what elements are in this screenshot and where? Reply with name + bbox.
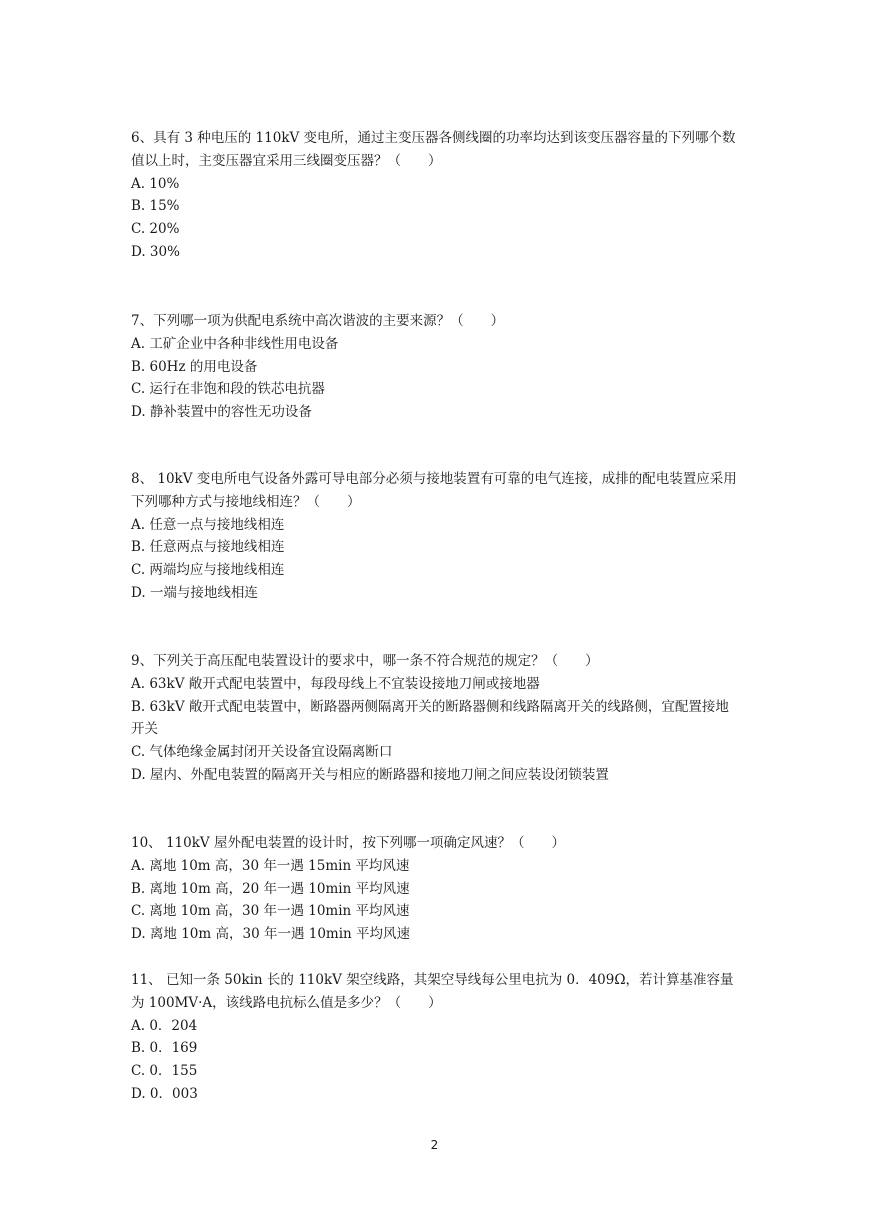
option-b: B. 63kV 敞开式配电装置中，断路器两侧隔离开关的断路器侧和线路隔离开关的线路侧，宜配置接地开关 <box>131 698 729 738</box>
option-a: A. 0．204 <box>131 1017 198 1034</box>
option-d: D. 离地 10m 高，30 年一遇 10min 平均风速 <box>131 926 411 943</box>
option-b: B. 15% <box>131 198 180 215</box>
option-d: D. 30% <box>131 243 180 260</box>
question-stem: 6、具有 3 种电压的 110kV 变电所，通过主变压器各侧线圈的功率均达到该变压器容量的下列哪个数值以上时，主变压器宜采用三线圈变压器？（ ） <box>131 130 736 169</box>
question-stem: 8、 10kV 变电所电气设备外露可导电部分必须与接地装置有可靠的电气连接，成排的配电装置应采用下列哪种方式与接地线相连？（ ） <box>131 471 737 510</box>
question-stem: 11、 已知一条 50kin 长的 110kV 架空线路，其架空导线每公里电抗为 0．409Ω，若计算基准容量为 100MV·A，该线路电抗标么值是多少？（ ） <box>131 972 734 1011</box>
option-c: C. 运行在非饱和段的铁芯电抗器 <box>131 381 325 398</box>
option-a: A. 10% <box>131 175 180 192</box>
question-7 <box>131 310 741 424</box>
option-b: B. 离地 10m 高，20 年一遇 10min 平均风速 <box>131 880 410 897</box>
option-b: B. 60Hz 的用电设备 <box>131 358 258 375</box>
question-10 <box>131 832 741 946</box>
question-11 <box>131 969 741 1106</box>
option-d: D. 0．003 <box>131 1085 198 1102</box>
question-6 <box>131 127 741 264</box>
option-c: C. 离地 10m 高，30 年一遇 10min 平均风速 <box>131 903 410 920</box>
question-8 <box>131 468 741 605</box>
option-b: B. 任意两点与接地线相连 <box>131 539 285 556</box>
option-d: D. 静补装置中的容性无功设备 <box>131 404 312 421</box>
option-b: B. 0．169 <box>131 1040 198 1057</box>
question-stem: 10、 110kV 屋外配电装置的设计时，按下列哪一项确定风速？（ ） <box>131 835 565 851</box>
question-9 <box>131 650 741 787</box>
question-stem: 9、下列关于高压配电装置设计的要求中，哪一条不符合规范的规定？（ ） <box>131 653 599 669</box>
page-number: 2 <box>430 1138 439 1152</box>
option-c: C. 气体绝缘金属封闭开关设备宜设隔离断口 <box>131 744 393 761</box>
question-stem: 7、下列哪一项为供配电系统中高次谐波的主要来源？（ ） <box>131 313 505 329</box>
option-a: A. 63kV 敞开式配电装置中，每段母线上不宜装设接地刀闸或接地器 <box>131 675 540 692</box>
option-a: A. 工矿企业中各种非线性用电设备 <box>131 335 339 352</box>
option-d: D. 一端与接地线相连 <box>131 584 258 601</box>
option-c: C. 0．155 <box>131 1063 198 1080</box>
option-a: A. 离地 10m 高，30 年一遇 15min 平均风速 <box>131 857 410 874</box>
option-a: A. 任意一点与接地线相连 <box>131 516 285 533</box>
option-c: C. 20% <box>131 221 180 238</box>
option-c: C. 两端均应与接地线相连 <box>131 562 285 579</box>
option-d: D. 屋内、外配电装置的隔离开关与相应的断路器和接地刀闸之间应装设闭锁装置 <box>131 766 609 783</box>
